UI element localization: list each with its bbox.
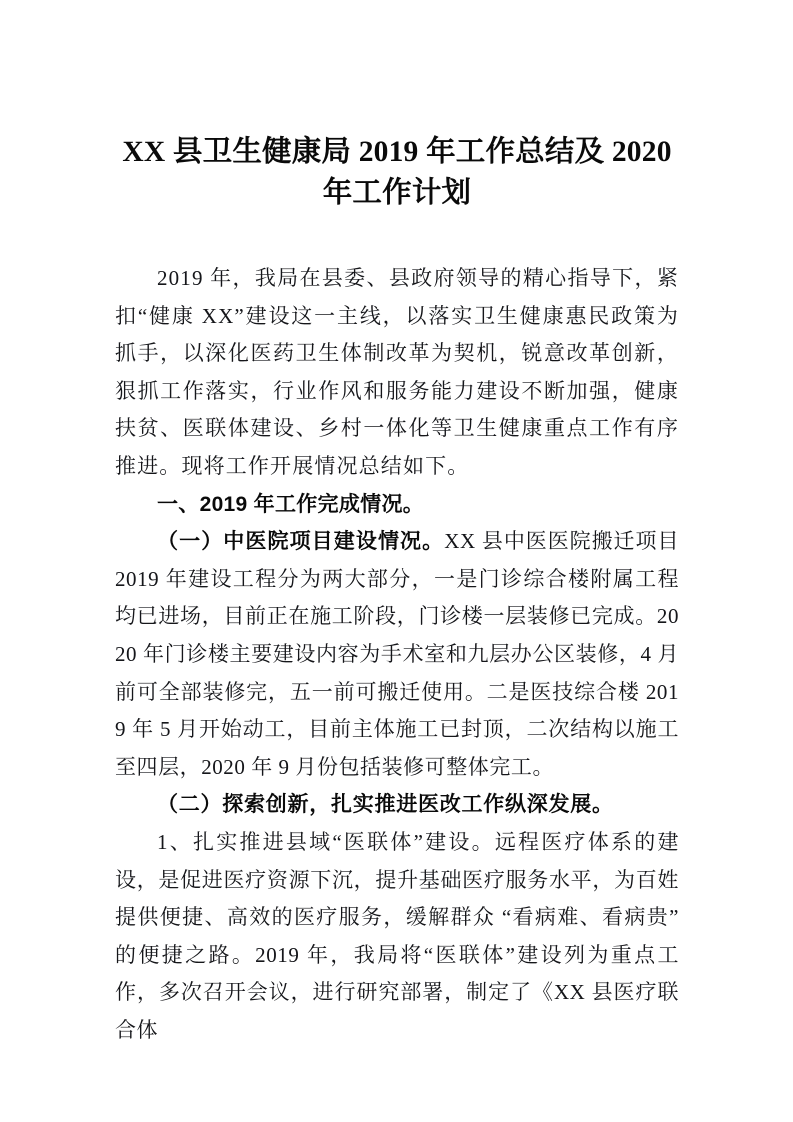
paragraph-hospital-project [115, 523, 679, 786]
page-title [115, 132, 679, 214]
title-spacer [115, 214, 679, 260]
heading-subsection-one-one: （一）中医院项目建设情况。 [157, 529, 445, 554]
page-title-line-2: 年工作计划 [322, 177, 472, 209]
paragraph-overview: 2019 年，我局在县委、县政府领导的精心指导下，紧扣“健康 XX”建设这一主线，以落实卫生健康惠民政策为抓手，以深化医药卫生体制改革为契机，锐意改革创新，狠抓工作落实，行业作风和服务能力建设不断加强，健康扶贫、医联体建设、乡村一体化等卫生健康重点工作有序推进。现将工作开展情况总结如下。 [115, 266, 679, 478]
heading-section-one: 一、2019 年工作完成情况。 [157, 492, 425, 516]
heading-subsection-one-two: （二）探索创新，扎实推进医改工作纵深发展。 [157, 792, 614, 817]
paragraph-medical-alliance: 1、扎实推进县域“医联体”建设。远程医疗体系的建设，是促进医疗资源下沉，提升基础医疗服务水平，为百姓提供便捷、高效的医疗服务，缓解群众 “看病难、看病贵”的便捷之路。2019 年，我局将“医联体”建设列为重点工作，多次召开会议，进行研究部署，制定了《XX 县医疗联合体 [115, 829, 679, 1042]
document-body [115, 132, 679, 1049]
page-title-line-1: XX 县卫生健康局 2019 年工作总结及 2020 [122, 136, 672, 168]
paragraph-hospital-project-body: XX 县中医医院搬迁项目 2019 年建设工程分为两大部分，一是门诊综合楼附属工程均已进场，目前正在施工阶段，门诊楼一层装修已完成。2020 年门诊楼主要建设内容为手术室和九层办公区装修，4 月前可全部装修完，五一前可搬迁使用。二是医技综合楼 2019 年 5 月开始动工，目前主体施工已封顶，二次结构以施工至四层，2020 年 9 月份包括装修可整体完工。 [115, 529, 679, 779]
